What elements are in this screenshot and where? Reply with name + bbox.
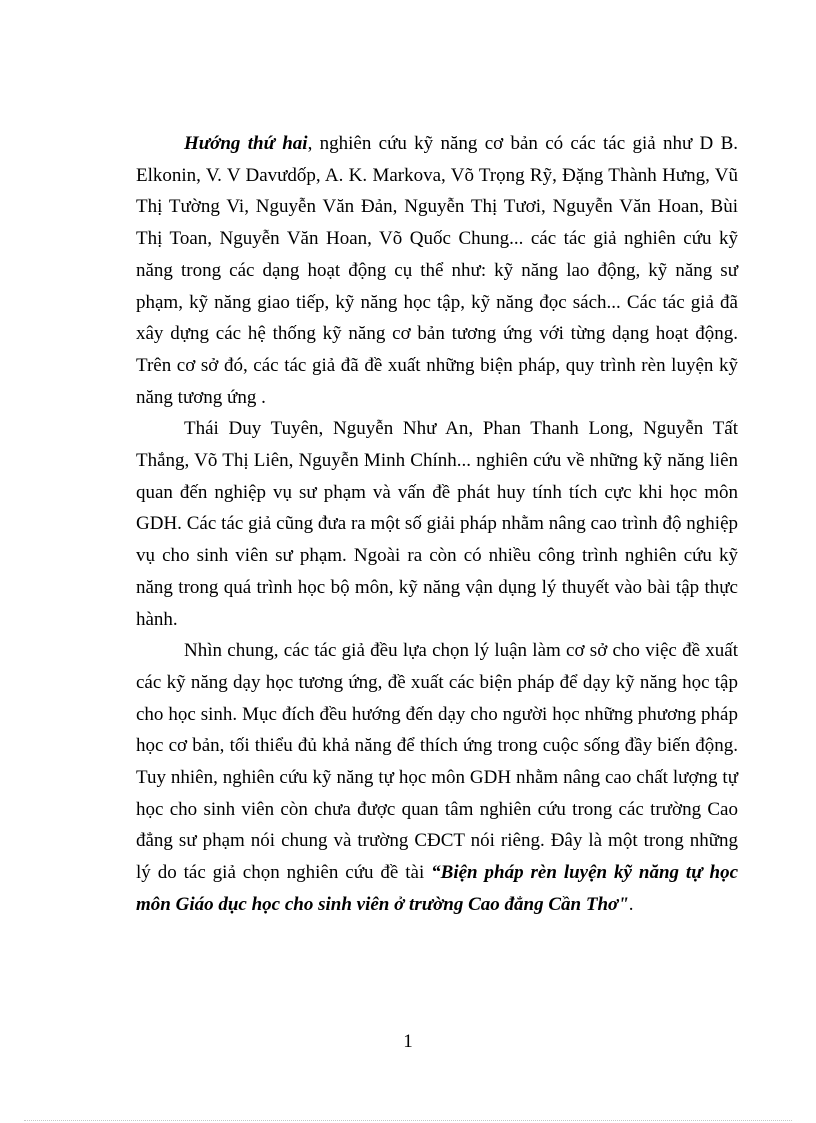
paragraph-1-text: , nghiên cứu kỹ năng cơ bản có các tác giả như D B. Elkonin, V. V Davưdốp, A. K. Markova, Võ Trọng Rỹ, Đặng Thành Hưng, Vũ Thị Tường Vi, Nguyễn Văn Đản, Nguyễn Thị Tươi, Nguyễn Văn Hoan, Bùi Thị Toan, Nguyễn Văn Hoan, Võ Quốc Chung... các tác giả nghiên cứu kỹ năng trong các dạng hoạt động cụ thể như: kỹ năng lao động, kỹ năng sư phạm, kỹ năng giao tiếp, kỹ năng học tập, kỹ năng đọc sách... Các tác giả đã xây dựng các hệ thống kỹ năng cơ bản tương ứng với từng dạng hoạt động. Trên cơ sở đó, các tác giả đã đề xuất những biện pháp, quy trình rèn luyện kỹ năng tương ứng .: [136, 133, 738, 408]
paragraph-3-end: .: [628, 893, 634, 915]
body-text: [136, 128, 738, 921]
page-number: 1: [403, 1031, 413, 1052]
paragraph-2: [136, 413, 738, 635]
paragraph-1: [136, 128, 738, 413]
page-bottom-divider: [24, 1120, 792, 1121]
paragraph-2-text: Thái Duy Tuyên, Nguyễn Như An, Phan Thanh Long, Nguyễn Tất Thắng, Võ Thị Liên, Nguyễn Minh Chính... nghiên cứu về những kỹ năng liên quan đến nghiệp vụ sư phạm và vấn đề phát huy tính tích cực khi học môn GDH. Các tác giả cũng đưa ra một số giải pháp nhằm nâng cao trình độ nghiệp vụ cho sinh viên sư phạm. Ngoài ra còn có nhiều công trình nghiên cứu kỹ năng trong quá trình học bộ môn, kỹ năng vận dụng lý thuyết vào bài tập thực hành.: [136, 418, 738, 630]
thesis-title: “Biện pháp rèn luyện kỹ năng tự học môn Giáo dục học cho sinh viên ở trường Cao đẳng Cần Thơ": [136, 862, 738, 915]
paragraph-3-text: Nhìn chung, các tác giả đều lựa chọn lý luận làm cơ sở cho việc đề xuất các kỹ năng dạy học tương ứng, đề xuất các biện pháp để dạy kỹ năng học tập cho học sinh. Mục đích đều hướng đến dạy cho người học những phương pháp học cơ bản, tối thiểu đủ khả năng để thích ứng trong cuộc sống đầy biến động. Tuy nhiên, nghiên cứu kỹ năng tự học môn GDH nhằm nâng cao chất lượng tự học cho sinh viên còn chưa được quan tâm nghiên cứu trong các trường Cao đẳng sư phạm nói chung và trường CĐCT nói riêng. Đây là một trong những lý do tác giả chọn nghiên cứu đề tài: [136, 640, 738, 884]
paragraph-1-lead: Hướng thứ hai: [184, 133, 308, 154]
paragraph-3: [136, 635, 738, 920]
